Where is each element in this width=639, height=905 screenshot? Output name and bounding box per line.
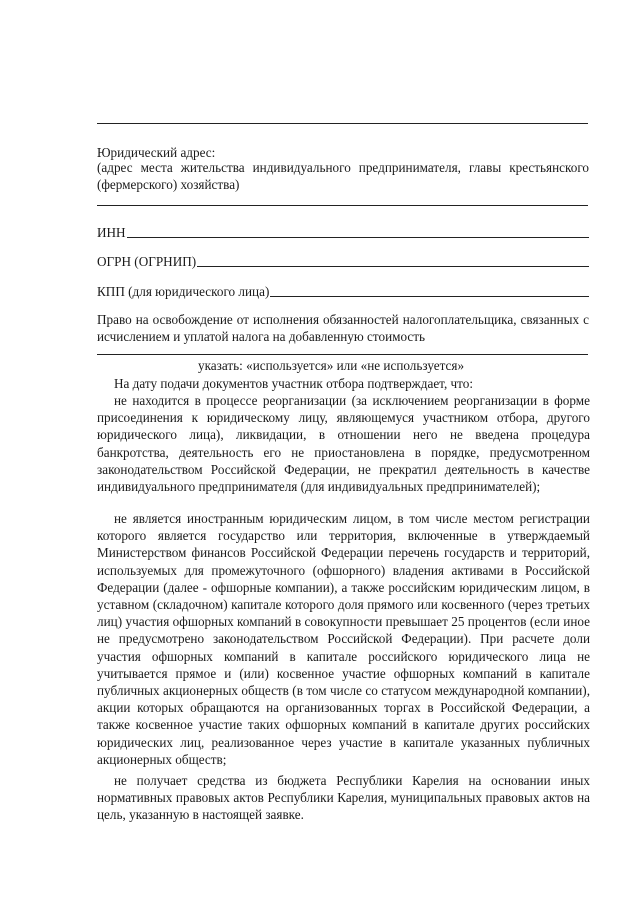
vat-exemption-text: Право на освобождение от исполнения обязанностей налогоплательщика, связанных с исчислением и уплатой налога на добавленную стоимость	[97, 312, 589, 345]
vat-blank-line	[97, 354, 588, 355]
vat-hint: указать: «используется» или «не используется»	[198, 358, 465, 373]
kpp-label: КПП (для юридического лица)	[97, 284, 270, 299]
inn-blank-line	[127, 236, 589, 238]
kpp-field	[97, 283, 589, 300]
legal-address-note: (адрес места жительства индивидуального предпринимателя, главы крестьянского (фермерского) хозяйства)	[97, 160, 589, 193]
ogrn-blank-line	[197, 265, 589, 267]
legal-address-label: Юридический адрес:	[97, 145, 216, 160]
top-blank-line	[97, 123, 588, 124]
inn-label: ИНН	[97, 225, 126, 240]
clause-offshore: не является иностранным юридическим лицом, в том числе местом регистрации которого является государство или территория, включенные в утверждаемый Министерством финансов Российской Федерации перечень государств и территорий, используемых для промежуточного (офшорного) владения активами в Российской Федерации (далее - офшорные компании), а также российским юридическим лицом, в уставном (складочном) капитале которого доля прямого или косвенного (через третьих лиц) участия офшорных компаний в совокупности превышает 25 процентов (если иное не предусмотрено законодательством Российской Федерации). При расчете доли участия офшорных компаний в капитале российского юридического лица не учитывается прямое и (или) косвенное участие офшорных компаний в капитале публичных акционерных обществ (в том числе со статусом международной компании), акции которых обращаются на организованных торгах в Российской Федерации, а также косвенное участие таких офшорных компаний в капитале других российских юридических лиц, реализованное через участие в капитале указанных публичных акционерных обществ;	[97, 511, 590, 767]
confirm-intro: На дату подачи документов участник отбора подтверждает, что:	[114, 376, 474, 391]
kpp-blank-line	[270, 295, 589, 297]
ogrn-field	[97, 253, 589, 270]
inn-field	[97, 224, 589, 241]
legal-address-blank-line	[97, 205, 588, 206]
clause-budget: не получает средства из бюджета Республики Карелия на основании иных нормативных правовых актов Республики Карелия, муниципальных правовых актов на цель, указанную в настоящей заявке.	[97, 773, 590, 823]
ogrn-label: ОГРН (ОГРНИП)	[97, 254, 197, 269]
clause-reorganization: не находится в процессе реорганизации (за исключением реорганизации в форме присоединения к юридическому лицу, являющемуся участником отбора, другого юридического лица), ликвидации, в отношении него не введена процедура банкротства, деятельность его не приостановлена в порядке, предусмотренном законодательством Российской Федерации, не прекратил деятельность в качестве индивидуального предпринимателя (для индивидуальных предпринимателей);	[97, 393, 590, 495]
